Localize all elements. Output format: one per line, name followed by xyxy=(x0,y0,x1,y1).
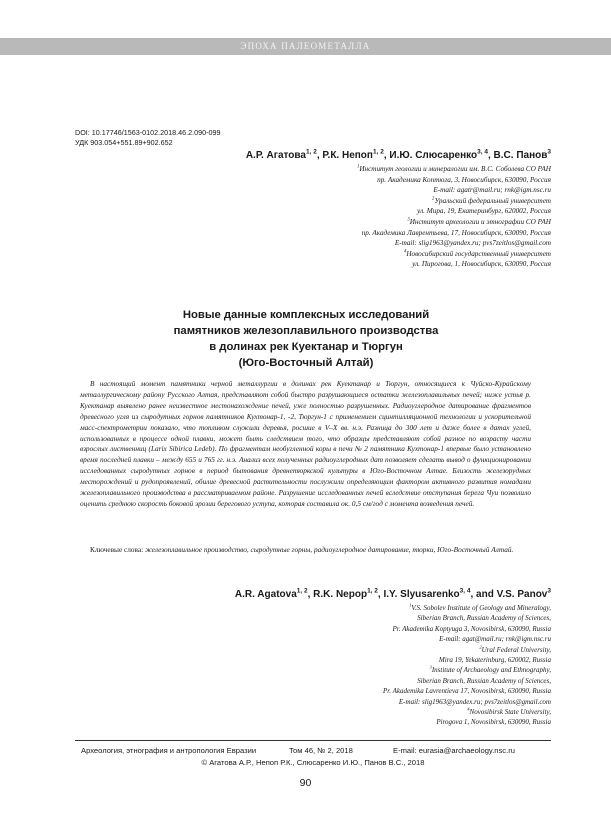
affiliation-line xyxy=(131,603,551,613)
affiliation-line xyxy=(131,634,551,644)
affiliation-number: 2 xyxy=(432,196,435,202)
affiliation-number: 1 xyxy=(357,164,360,170)
affiliation-line xyxy=(131,665,551,675)
author-affiliation-ref: 1, 2 xyxy=(296,587,308,595)
affiliation-line xyxy=(131,249,551,260)
affiliation-text: Институт геологии и минералогии им. В.С. Соболева СО РАН xyxy=(359,165,551,173)
affiliation-text: Новосибирский государственный университет xyxy=(406,249,551,258)
affiliation-text: Pr. Akademika Koptyuga 3, Novosibirsk, 630090, Russia xyxy=(392,624,551,633)
affiliation-text: Novosibirsk State University, xyxy=(469,708,551,717)
author-name: А.Р. Агатова xyxy=(245,150,306,161)
authors-en xyxy=(235,589,551,600)
affiliation-line xyxy=(131,228,551,239)
affiliation-text: Siberian Branch, Russian Academy of Sciences, xyxy=(417,614,551,623)
section-title: ЭПОХА ПАЛЕОМЕТАЛЛА xyxy=(240,41,371,51)
affiliation-text: V.S. Sobolev Institute of Geology and Mineralogy, xyxy=(411,604,551,612)
affiliation-number: 3 xyxy=(429,665,432,671)
affiliations-en xyxy=(131,603,551,728)
article-title xyxy=(80,307,532,371)
affiliation-line xyxy=(131,655,551,665)
affiliation-text: Mira 19, Yekaterinburg, 620002, Russia xyxy=(438,656,551,665)
author-affiliation-ref: 3 xyxy=(547,587,551,595)
author-name: R.K. Nepop xyxy=(313,589,368,600)
article-identifiers xyxy=(75,128,220,148)
affiliation-line xyxy=(131,717,551,727)
author-separator: , xyxy=(316,150,323,161)
page-number: 90 xyxy=(299,777,312,789)
affiliation-text: Институт археологии и этнографии СО РАН xyxy=(409,217,551,226)
keywords-ru xyxy=(80,545,531,556)
affiliation-line xyxy=(131,217,551,228)
journal-volume: Том 46, № 2, 2018 xyxy=(289,746,353,755)
affiliation-line xyxy=(131,196,551,207)
abstract-ru: В настоящий момент памятники черной металлургии в долинах рек Куектанар и Тюргун, относящиеся к Чуйско-Курайскому металлургическому району Русского Алтая, представляют собой быстро разрушающиеся остатки железоплавильных печей; ниже устья р. Куектанар выявлено ранее неизвестное местонахождение печей, уже полностью разрушенных. Радиоуглеродное датирование фрагментов древесного угля из сыродутных горнов памятников Кухтонар-1, -2, Тюргун-1 с применением сцинтилляционной технологии и ускорительной масс-спектрометрии показало, что топливом служили деревья, росшие в V–X вв. н.э. Разница до 300 лет и даже более в датах углей, использованных в процессе одной плавки, может быть следствием того, что образцы представляют собой разное по возрасту части взрослых лиственниц (Larix Sibirica Ledeb). По фрагментам необугленной коры в печи № 2 памятника Кухтонар-1 впервые было установлено время последней плавки – между 655 и 765 гг. н.э. Анализ всех полученных радиоуглеродных дат позволяет сделать вывод о функционировании исследованных сыродутных горнов в период бытования древнетюркской культуры в Юго-Восточном Алтае. Близость железорудных месторождений и рудопроявлений, обилие древесной растительности послужили определяющим фактором активного развития номадами железоплавильного производства в рассматриваемом районе. Разрушение исследованных печей вследствие отступания берега Чуи позволило оценить среднюю скорость боковой эрозии берегового уступа, которая составила ок. 0,5 см/год с момента возведения печей. xyxy=(80,379,531,508)
affiliation-text: Уральский федеральный университет xyxy=(434,196,551,205)
affiliation-number: 3 xyxy=(407,217,410,223)
author-affiliation-ref: 1, 2 xyxy=(305,148,317,156)
affiliation-text: Siberian Branch, Russian Academy of Sciences, xyxy=(417,676,551,685)
author-affiliation-ref: 3, 4 xyxy=(477,148,488,156)
affiliation-number: 2 xyxy=(479,644,482,650)
affiliation-text: ул. Мира, 19, Екатеринбург, 620002, Россия xyxy=(417,207,551,216)
affiliation-line xyxy=(131,624,551,634)
affiliation-line xyxy=(131,175,551,186)
affiliation-text: E-mail: agat@mail.ru; rnk@igm.nsc.ru xyxy=(439,635,551,644)
affiliation-text: пр. Академика Коптюга, 3, Новосибирск, 630090, Россия xyxy=(377,175,551,184)
affiliation-text: E-mail: slig1963@yandex.ru; pvs7zeitlos@gmail.com xyxy=(394,239,551,248)
author-separator: , xyxy=(487,150,494,161)
affiliation-text: пр. Академика Лаврентьева, 17, Новосибирск, 630090, Россия xyxy=(361,228,551,237)
affiliation-text: Ural Federal University, xyxy=(481,645,551,654)
journal-email: E-mail: eurasia@archaeology.nsc.ru xyxy=(393,746,515,755)
affiliation-line xyxy=(131,185,551,196)
title-line: Новые данные комплексных исследований xyxy=(182,309,430,321)
author-name: Р.К. Непоп xyxy=(322,150,373,161)
affiliation-line xyxy=(131,707,551,717)
author-name: I.Y. Slyusarenko xyxy=(383,589,460,600)
affiliation-text: Pirogova 1, Novosibirsk, 630090, Russia xyxy=(436,718,551,727)
title-line: в долинах рек Куектанар и Тюргун xyxy=(209,341,403,353)
affiliation-text: ул. Пирогова, 1, Новосибирск, 630090, Россия xyxy=(412,260,551,269)
affiliation-line xyxy=(131,697,551,707)
author-affiliation-ref: 1, 2 xyxy=(372,148,384,156)
doi: DOI: 10.17746/1563-0102.2018.46.2.090-099 xyxy=(75,128,221,137)
keywords-label: Ключевые слова: xyxy=(90,545,144,554)
affiliation-line xyxy=(131,613,551,623)
affiliation-line xyxy=(131,206,551,217)
author-affiliation-ref: 3, 4 xyxy=(459,587,471,595)
author-name: V.S. Panov xyxy=(496,589,548,600)
copyright: © Агатова А.Р., Непоп Р.К., Слюсаренко И.Ю., Панов В.С., 2018 xyxy=(201,758,425,767)
affiliation-text: Pr. Akademika Lavrentieva 17, Novosibirsk, 630090, Russia xyxy=(383,687,551,696)
affiliation-line xyxy=(131,259,551,270)
affiliation-text: Institute of Archaeology and Ethnography, xyxy=(431,666,551,675)
author-name: И.Ю. Слюсаренко xyxy=(389,150,478,161)
affiliation-number: 1 xyxy=(409,602,412,608)
author-affiliation-ref: 3 xyxy=(547,148,551,156)
authors-ru xyxy=(246,150,551,161)
author-name: В.С. Панов xyxy=(493,150,548,161)
title-line: памятников железоплавильного производства xyxy=(173,325,439,337)
author-separator: , and xyxy=(470,589,497,600)
udk: УДК 903.054+551.89+902.652 xyxy=(75,138,173,147)
affiliation-line xyxy=(131,164,551,175)
affiliation-line xyxy=(131,686,551,696)
affiliation-number: 4 xyxy=(404,249,407,255)
title-line: (Юго-Восточный Алтай) xyxy=(238,357,374,369)
affiliation-line xyxy=(131,645,551,655)
affiliation-line xyxy=(131,676,551,686)
author-name: A.R. Agatova xyxy=(234,589,297,600)
footer-rule xyxy=(75,740,551,741)
affiliation-text: E-mail: slig1963@yandex.ru; pvs7zeitlos@gmail.com xyxy=(398,697,551,706)
author-affiliation-ref: 1, 2 xyxy=(367,587,378,595)
keywords-text: железоплавильное производство, сыродутные горны, радиоуглеродное датирование, тюрки, Юго-Восточный Алтай. xyxy=(144,545,514,554)
author-separator: , xyxy=(383,150,390,161)
affiliation-line xyxy=(131,238,551,249)
affiliations-ru xyxy=(131,164,551,270)
journal-name: Археология, этнография и антропология Евразии xyxy=(81,746,257,755)
affiliation-number: 4 xyxy=(467,706,470,712)
author-separator: , xyxy=(307,589,314,600)
author-separator: , xyxy=(377,589,384,600)
affiliation-text: E-mail: agatr@mail.ru; rnk@igm.nsc.ru xyxy=(433,186,551,195)
